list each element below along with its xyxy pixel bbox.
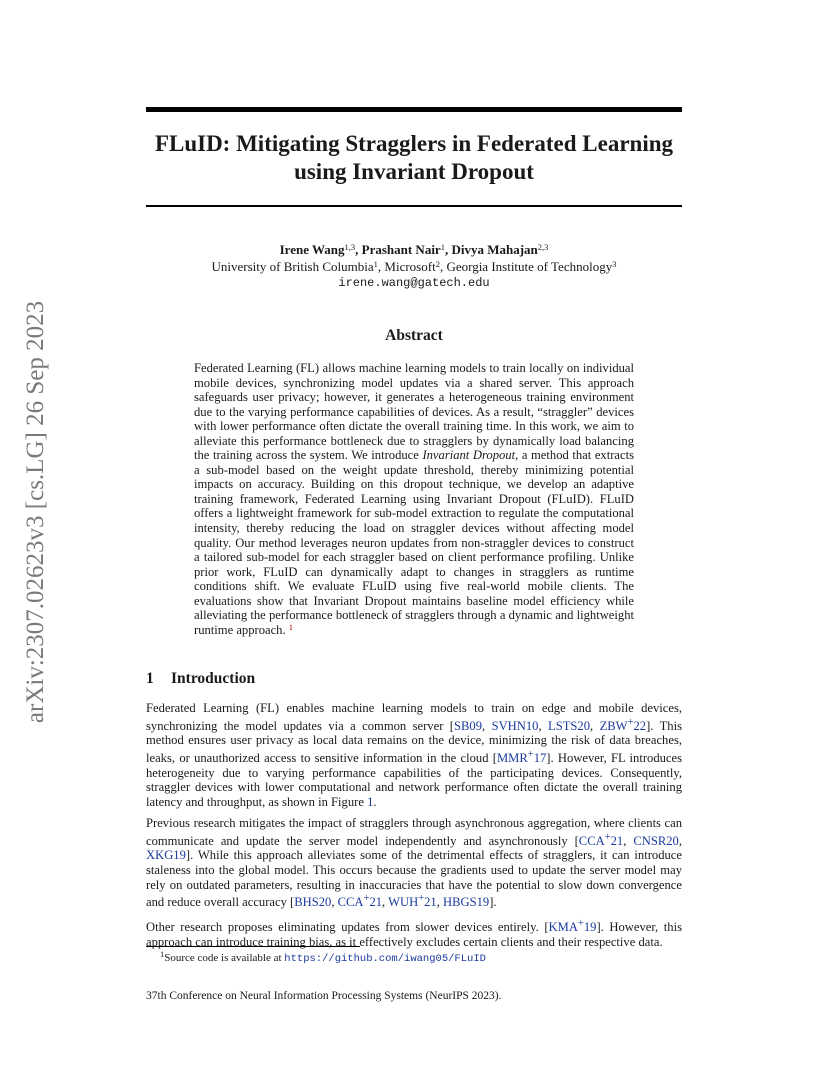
abstract-text xyxy=(194,361,634,637)
intro-paragraph-1: Federated Learning (FL) enables machine learning models to train on edge and mobile devices, synchronizing the model updates via a common server [SB09, SVHN10, LSTS20, ZBW+22]. This method ensures user privacy as local data remains on the device, minimizing the risk of data breaches, leaks, or unauthorized access to sensitive information in the cloud [MMR+17]. However, FL introduces heterogeneity due to varying performance capabilities of the participating devices. Consequently, straggler devices with lower computational and network performance often dictate the overall training latency and throughput, as shown in Figure 1. xyxy=(146,701,682,809)
citation-year: 17 xyxy=(533,751,547,766)
arxiv-identifier: arXiv:2307.02623v3 [cs.LG] 26 Sep 2023 xyxy=(22,300,49,724)
citation-plus: + xyxy=(627,716,634,728)
citation-link[interactable] xyxy=(578,831,624,848)
citation-plus: + xyxy=(527,748,534,760)
citation-year: 21 xyxy=(610,833,624,848)
citation-link[interactable] xyxy=(548,917,597,935)
text-run: ]. While this approach alleviates some of the detrimental effects of stragglers, it can introduce staleness into the global model. This occurs because the gradients used to update the server model may rely on outdated parameters, resulting in inaccuracies that have the potential to slow down convergence and reduce overall accuracy [ xyxy=(146,848,682,910)
citation-plus: + xyxy=(604,831,611,843)
section-heading-introduction xyxy=(146,670,682,688)
author-email[interactable]: irene.wang@gatech.edu xyxy=(338,276,490,290)
citation-year: 21 xyxy=(369,895,383,910)
citation-link[interactable] xyxy=(388,895,437,909)
source-code-link[interactable]: https://github.com/iwang05/FLuID xyxy=(284,953,486,965)
affiliations: University of British Columbia$^1$, Microsoft$^2$, Georgia Institute of Technology$^3$ xyxy=(211,259,617,274)
abstract-part-1: Federated Learning (FL) allows machine learning models to train locally on individual mobile devices, synchronizing model updates via a shared server. This approach safeguards user privacy; however, it generates a heterogeneous training environment due to the varying performance capabilities of devices. As a result, “straggler” devices with lower performance often dictate the overall training time. In this work, we aim to alleviate this performance bottleneck due to stragglers by dynamically load balancing the training across the system. We introduce xyxy=(194,361,634,463)
citation-link[interactable] xyxy=(599,716,647,733)
text-run: Previous research mitigates the impact of stragglers through asynchronous aggregation, where clients can communicate and update the server model independently and asynchronously [ xyxy=(146,816,682,848)
text-run: ]. However, this approach can introduce training bias, as it effectively excludes certain clients and their respective data. xyxy=(146,920,682,949)
citation-link[interactable]: XKG19 xyxy=(146,848,186,863)
section-title: Introduction xyxy=(171,670,256,687)
citation-year: 21 xyxy=(424,895,437,910)
citation-key: CCA xyxy=(337,895,364,910)
abstract-emphasis: Invariant Dropout xyxy=(422,448,516,463)
text-run: ]. This method ensures user privacy as local data remains on the device, minimizing the risk of data breaches, leaks, or unauthorized access to sensitive information in the cloud [ xyxy=(146,718,682,766)
title-line-2: using Invariant Dropout xyxy=(294,159,534,184)
citation-link[interactable]: CNSR20 xyxy=(633,833,679,848)
affiliation-1-mark: 1 xyxy=(373,259,378,269)
text-run: Other research proposes eliminating updates from slower devices entirely. [ xyxy=(146,920,549,935)
citation-key: MMR xyxy=(496,751,528,766)
abstract-footnote-link[interactable]: 1 xyxy=(288,621,294,632)
title-line-1: FLuID: Mitigating Stragglers in Federated Learning xyxy=(154,131,674,156)
footnote-mark: 1 xyxy=(160,949,165,959)
abstract-heading: Abstract xyxy=(385,327,443,344)
citation-link[interactable]: SB09 xyxy=(454,718,482,733)
text-run: Federated Learning (FL) enables machine learning models to train on edge and mobile devices, synchronizing the model updates via a common server [ xyxy=(146,701,682,733)
author-2: Prashant Nair xyxy=(361,242,441,257)
citation-plus: + xyxy=(363,893,370,905)
intro-paragraph-3 xyxy=(146,917,682,949)
citation-link[interactable] xyxy=(338,895,382,909)
citation-plus: + xyxy=(418,893,425,905)
section-number: 1 xyxy=(146,670,154,687)
text-run: ]. However, FL introduces heterogeneity due to varying performance capabilities of the participating devices. Consequently, straggler devices with lower computational and network performance often dictate the overall training latency and throughput, as shown in Figure xyxy=(146,751,682,809)
footnote-rule xyxy=(146,946,360,947)
footnote-text: Source code is available at xyxy=(164,952,285,964)
citation-key: WUH xyxy=(388,895,419,910)
citation-key: ZBW xyxy=(599,718,628,733)
figure-link[interactable]: 1 xyxy=(367,794,374,809)
citation-year: 19 xyxy=(583,920,597,935)
citation-link[interactable]: LSTS20 xyxy=(548,718,591,733)
intro-paragraph-2: Previous research mitigates the impact of stragglers through asynchronous aggregation, where clients can communicate and update the server model independently and asynchronously [CCA+21, CNSR20, XKG19]. While this approach alleviates some of the detrimental effects of stragglers, it can introduce staleness into the global model. This occurs because the gradients used to update the server model may rely on outdated parameters, resulting in inaccuracies that have the potential to slow down convergence and reduce overall accuracy [BHS20, CCA+21, WUH+21, HBGS19]. xyxy=(146,816,683,910)
affiliation-2-mark: 2 xyxy=(435,259,440,269)
author-2-affil: 1 xyxy=(440,242,445,252)
author-3: Divya Mahajan xyxy=(451,242,538,257)
affiliation-3: Georgia Institute of Technology xyxy=(446,259,613,274)
citation-plus: + xyxy=(577,917,584,929)
citation-key: CCA xyxy=(578,833,605,848)
title-bottom-rule xyxy=(146,205,682,207)
citation-link[interactable] xyxy=(496,748,547,766)
text-run: . xyxy=(373,794,377,809)
affiliation-2: Microsoft xyxy=(384,259,436,274)
abstract-part-2: , a method that extracts a sub-model based on the weight update threshold, thereby minimizing potential impacts on accuracy. Building on this dropout technique, we develop an adaptive training framework, Federated Learning using Invariant Dropout (FLuID). FLuID offers a lightweight framework for sub-model extraction to regulate the computational intensity, thereby reducing the load on straggler devices without affecting model quality. Our method leverages neuron updates from non-straggler devices to construct a tailored sub-model for each straggler based on client performance profiling. Unlike prior work, FLuID can dynamically adapt to changes in stragglers as runtime conditions shift. We evaluate FLuID using five real-world mobile clients. The evaluations show that Invariant Dropout maintains baseline model efficiency while alleviating the performance bottleneck of stragglers through a dynamic and lightweight runtime approach. xyxy=(194,448,634,637)
author-1: Irene Wang xyxy=(279,242,345,257)
introduction-body xyxy=(146,701,682,956)
footnote xyxy=(160,951,680,966)
citation-key: KMA xyxy=(548,920,578,935)
author-3-affil: 2,3 xyxy=(537,242,549,252)
author-block xyxy=(146,241,682,292)
venue-note: 37th Conference on Neural Information Processing Systems (NeurIPS 2023). xyxy=(146,990,502,1002)
affiliation-3-mark: 3 xyxy=(612,259,617,269)
title-top-rule xyxy=(146,107,682,112)
author-1-affil: 1,3 xyxy=(344,242,356,252)
affiliation-1: University of British Columbia xyxy=(211,259,374,274)
author-names: Irene Wang$^{1,3}$, Prashant Nair$^1$, Divya Mahajan$^{2,3}$ xyxy=(279,242,549,257)
text-run: ]. xyxy=(489,895,497,910)
citation-link[interactable]: SVHN10 xyxy=(491,718,539,733)
citation-link[interactable]: BHS20 xyxy=(294,895,332,910)
citation-year: 22 xyxy=(633,718,647,733)
citation-link[interactable]: HBGS19 xyxy=(443,895,490,910)
paper-title xyxy=(146,130,682,186)
